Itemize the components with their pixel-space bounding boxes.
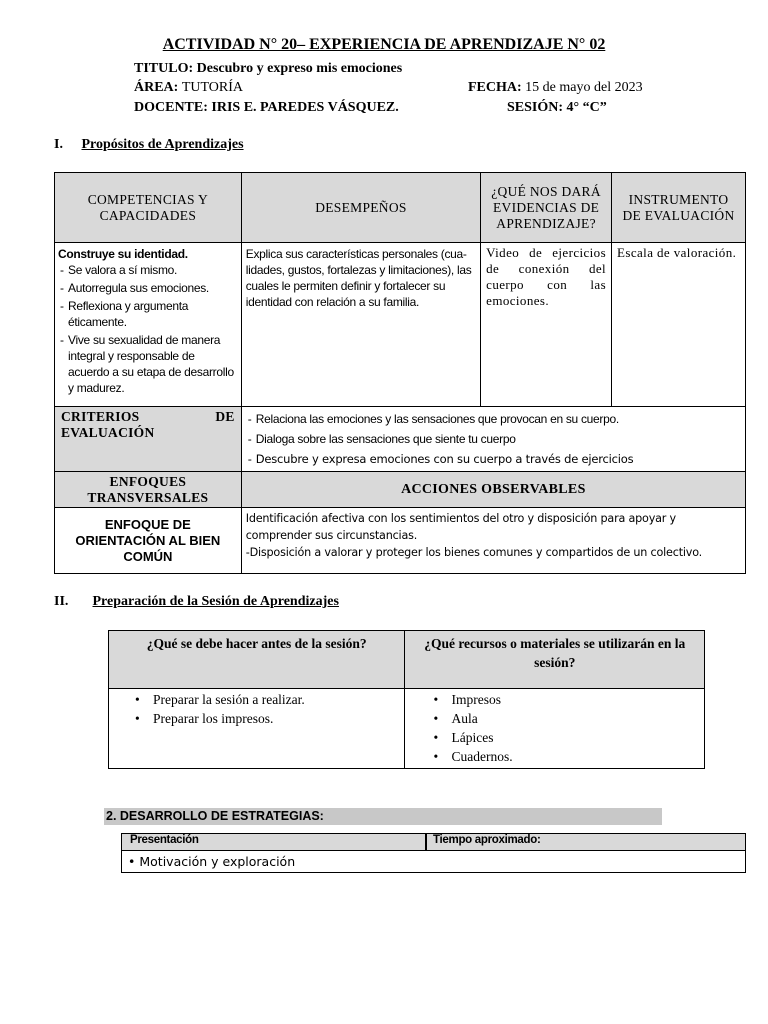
enfoques-label: ENFOQUES TRANSVERSALES xyxy=(55,472,242,508)
capacidad-item: - Reflexiona y argumenta éticamente. xyxy=(58,298,238,330)
header-tiempo: Tiempo aproximado: xyxy=(426,834,745,851)
section2-heading xyxy=(54,594,339,610)
docente-label: DOCENTE: xyxy=(134,100,208,115)
competencia-title: Construye su identidad. xyxy=(58,247,188,261)
evidencia-cell: Video de ejercicios de conexión del cuerpo con las emociones. xyxy=(481,243,612,407)
header-presentacion: Presentación xyxy=(122,834,427,851)
purposes-table xyxy=(54,172,746,574)
sesion-label: SESIÓN: xyxy=(507,100,564,115)
antes-item: • Preparar la sesión a realizar. xyxy=(129,690,384,709)
criterio-item: - Dialoga sobre las sensaciones que siente tu cuerpo xyxy=(246,429,741,449)
recursos-list xyxy=(427,690,682,766)
fecha-line xyxy=(468,80,643,96)
header-recursos: ¿Qué recursos o materiales se utilizarán en la sesión? xyxy=(405,631,705,689)
recurso-item: • Aula xyxy=(427,709,682,728)
strategies-item-cell xyxy=(122,851,746,873)
recurso-item: • Cuadernos. xyxy=(427,747,682,766)
document-title: ACTIVIDAD N° 20– EXPERIENCIA DE APRENDIZAJE N° 02 xyxy=(162,36,606,53)
instrumento-cell: Escala de valoración. xyxy=(612,243,746,407)
desempeno-cell: Explica sus características personales (cua-lidades, gustos, fortalezas y limitaciones), las cuales le permiten definir y fortalecer su identidad con relación a su familia. xyxy=(241,243,480,407)
section2-number: II. xyxy=(54,594,69,609)
accion-line: -Disposición a valorar y proteger los bienes comunes y compartidos de un colectivo. xyxy=(245,546,703,559)
section1-heading xyxy=(54,137,244,153)
capacidad-item: - Se valora a sí mismo. xyxy=(58,262,238,278)
area-label: ÁREA: xyxy=(134,80,179,95)
acciones-cell xyxy=(241,508,745,574)
sesion-line xyxy=(507,100,607,116)
capacidades-list xyxy=(58,262,238,396)
criterios-list xyxy=(246,409,741,469)
docente-line xyxy=(134,100,399,116)
criterios-cell xyxy=(241,407,745,472)
section1-title: Propósitos de Aprendizajes xyxy=(81,137,244,152)
area-line xyxy=(134,80,243,96)
header-evidencias: ¿QUÉ NOS DARÁ EVIDENCIAS DE APRENDIZAJE? xyxy=(481,173,612,243)
sesion-value: 4° “C” xyxy=(566,100,607,115)
capacidad-item: - Vive su sexualidad de manera integral y responsable de acuerdo a su etapa de desarrollo y madurez. xyxy=(58,332,238,396)
antes-cell xyxy=(109,689,405,769)
criterio-item: - Descubre y expresa emociones con su cuerpo a través de ejercicios xyxy=(246,449,741,469)
titulo-value: Descubro y expreso mis emociones xyxy=(196,61,403,76)
titulo-line xyxy=(134,61,402,77)
criterio-item: - Relaciona las emociones y las sensaciones que provocan en su cuerpo. xyxy=(246,409,741,429)
recurso-item: • Lápices xyxy=(427,728,682,747)
strategy-item: Motivación y exploración xyxy=(139,854,296,869)
strategies-table xyxy=(121,833,746,873)
header-antes: ¿Qué se debe hacer antes de la sesión? xyxy=(109,631,405,689)
recurso-item: • Impresos xyxy=(427,690,682,709)
section2-title: Preparación de la Sesión de Aprendizajes xyxy=(92,594,339,609)
section1-number: I. xyxy=(54,137,63,152)
fecha-label: FECHA: xyxy=(468,80,522,95)
header-competencias: COMPETENCIAS Y CAPACIDADES xyxy=(55,173,242,243)
competencias-cell xyxy=(55,243,242,407)
titulo-label: TITULO: xyxy=(134,61,194,76)
criterios-label: CRITERIOS DE EVALUACIÓN xyxy=(55,407,242,472)
acciones-label: ACCIONES OBSERVABLES xyxy=(241,472,745,508)
enfoque-name: ENFOQUE DE ORIENTACIÓN AL BIEN COMÚN xyxy=(55,508,242,574)
fecha-value: 15 de mayo del 2023 xyxy=(525,80,643,95)
preparation-table xyxy=(108,630,705,769)
header-instrumento: INSTRUMENTO DE EVALUACIÓN xyxy=(612,173,746,243)
docente-value: IRIS E. PAREDES VÁSQUEZ. xyxy=(211,100,399,115)
bullet-icon: • xyxy=(128,854,136,869)
antes-list xyxy=(129,690,384,728)
accion-line: Identificación afectiva con los sentimientos del otro y disposición para apoyar y comprender sus circunstancias. xyxy=(245,512,676,542)
header-desempenos: DESEMPEÑOS xyxy=(241,173,480,243)
area-value: TUTORÍA xyxy=(181,80,244,95)
antes-item: • Preparar los impresos. xyxy=(129,709,384,728)
strategies-heading: 2. DESARROLLO DE ESTRATEGIAS: xyxy=(104,808,662,825)
capacidad-item: - Autorregula sus emociones. xyxy=(58,280,238,296)
recursos-cell xyxy=(405,689,705,769)
